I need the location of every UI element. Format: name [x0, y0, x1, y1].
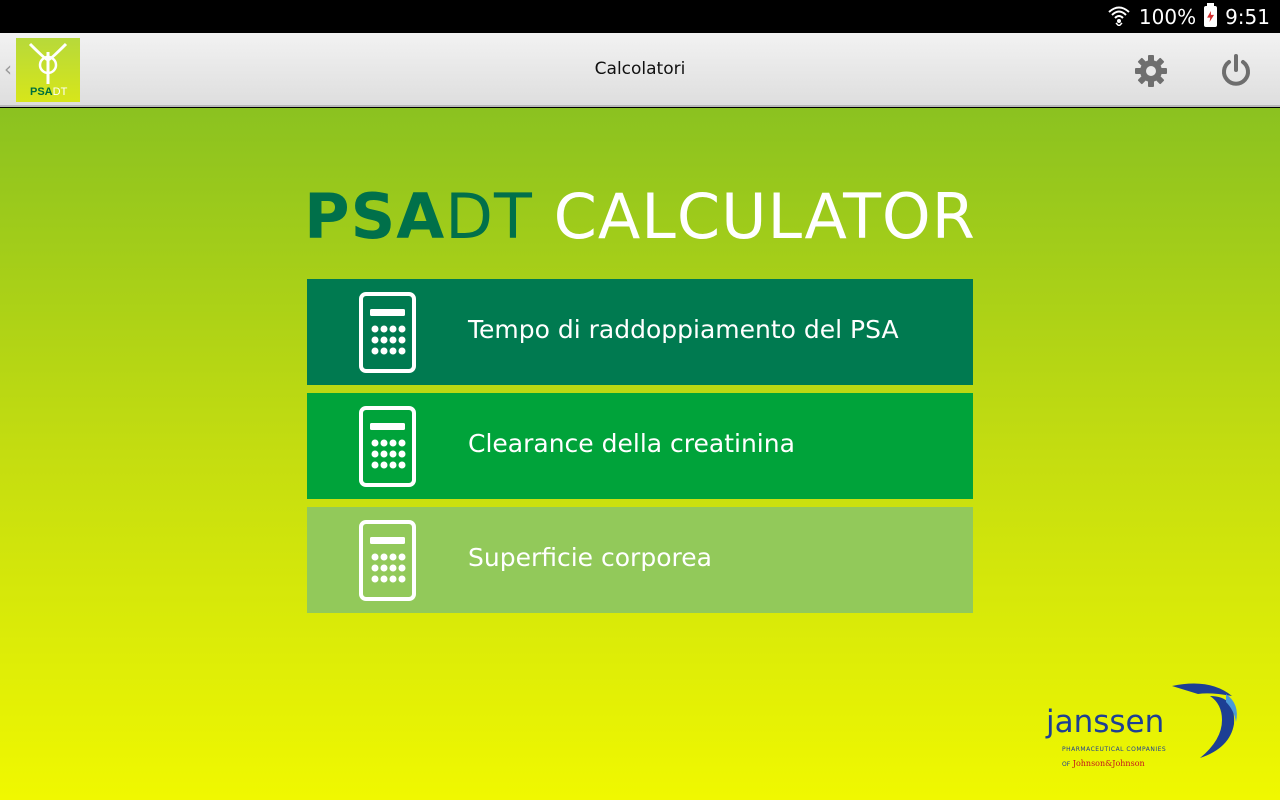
calculator-icon: [359, 292, 416, 373]
action-bar: [0, 33, 1280, 107]
jnj-wordmark: OF Johnson&Johnson: [1062, 759, 1145, 768]
heading-dt: DT: [445, 180, 533, 253]
menu-item-label: Tempo di raddoppiamento del PSA: [468, 315, 899, 344]
menu-item-psa-doubling-time[interactable]: [307, 279, 973, 385]
janssen-subtitle: PHARMACEUTICAL COMPANIES: [1062, 746, 1167, 753]
calculator-icon: [359, 520, 416, 601]
janssen-logo: [1040, 680, 1240, 780]
page-title: Calcolatori: [594, 59, 686, 79]
battery-percent: 100%: [1138, 4, 1197, 29]
menu-item-label: Superficie corporea: [468, 543, 712, 572]
logo-text: PSADT: [30, 86, 68, 98]
power-icon: [1219, 54, 1253, 88]
calculator-icon: [359, 406, 416, 487]
battery-icon: [1204, 6, 1217, 27]
status-bar: [0, 0, 1280, 33]
app-heading: [0, 180, 1280, 253]
settings-icon: [1134, 54, 1168, 88]
heading-psa: PSA: [304, 180, 446, 253]
menu-item-label: Clearance della creatinina: [468, 429, 795, 458]
power-button[interactable]: [1216, 51, 1256, 91]
clock: 9:51: [1225, 4, 1270, 29]
menu-item-creatinine-clearance[interactable]: [307, 393, 973, 499]
heading-calculator: CALCULATOR: [532, 180, 976, 253]
wifi-icon: [1107, 4, 1131, 30]
settings-button[interactable]: [1131, 51, 1171, 91]
janssen-wordmark: janssen: [1046, 704, 1165, 740]
main-content: [0, 108, 1280, 800]
janssen-swoosh-icon: [1170, 680, 1240, 760]
back-chevron-icon[interactable]: ‹: [4, 57, 12, 81]
menu-item-body-surface-area[interactable]: [307, 507, 973, 613]
